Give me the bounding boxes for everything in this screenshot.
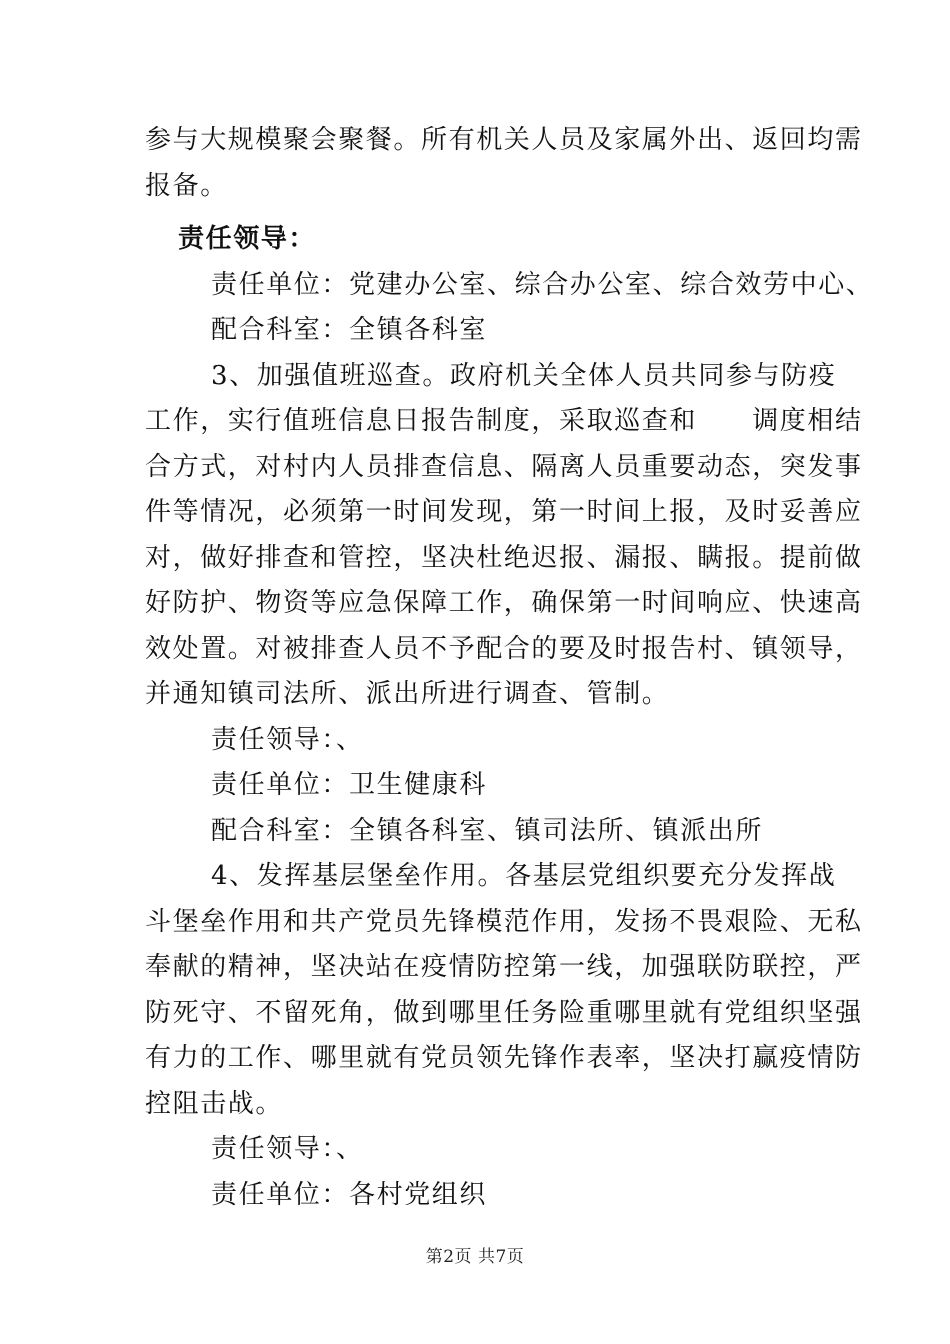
text-line: 防死守、不留死角，做到哪里任务险重哪里就有党组织坚强 [145, 997, 863, 1028]
text-line: 报备。 [145, 170, 228, 201]
responsible-unit-line: 责任单位：各村党组织 [211, 1179, 488, 1210]
text-line: 好防护、物资等应急保障工作，确保第一时间响应、快速高 [145, 588, 863, 618]
text-line: 件等情况，必须第一时间发现，第一时间上报，及时妥善应 [145, 497, 863, 527]
document-body [145, 118, 874, 1218]
text-line: 有力的工作、哪里就有党员领先锋作表率，坚决打赢疫情防 [145, 1043, 863, 1073]
text-line: 对，做好排查和管控，坚决杜绝迟报、漏报、瞒报。提前做 [145, 542, 863, 573]
text-line: 奉献的精神，坚决站在疫情防控第一线，加强联防联控，严 [145, 952, 863, 982]
responsible-unit-line: 责任单位：卫生健康科 [211, 770, 488, 800]
text-line: 合方式，对村内人员排查信息、隔离人员重要动态，突发事 [145, 451, 863, 482]
responsible-leader-line: 责任领导：、 [211, 1134, 364, 1164]
cooperating-office-line: 配合科室：全镇各科室 [211, 315, 488, 345]
text-line: 斗堡垒作用和共产党员先锋模范作用，发扬不畏艰险、无私 [145, 906, 863, 937]
cooperating-office-line: 配合科室：全镇各科室、镇司法所、镇派出所 [211, 815, 764, 846]
text-line: 参与大规模聚会聚餐。所有机关人员及家属外出、返回均需 [145, 125, 863, 155]
text-line: 效处置。对被排查人员不予配合的要及时报告村、镇领导， [145, 633, 863, 664]
page-number-footer: 第2页 共7页 [425, 1247, 525, 1267]
responsible-leader-line: 责任领导：、 [211, 724, 364, 755]
responsible-unit-line: 责任单位：党建办公室、综合办公室、综合效劳中心、 [211, 269, 874, 300]
text-line: 控阻击战。 [145, 1088, 284, 1119]
section-4-heading: 4、发挥基层堡垒作用。各基层党组织要充分发挥战 [211, 861, 837, 891]
text-line: 工作，实行值班信息日报告制度，采取巡查和 调度相结 [145, 406, 863, 436]
text-line: 并通知镇司法所、派出所进行调查、管制。 [145, 679, 670, 709]
responsible-leader-heading: 责任领导： [178, 224, 317, 254]
section-3-heading: 3、加强值班巡查。政府机关全体人员共同参与防疫 [211, 360, 837, 391]
